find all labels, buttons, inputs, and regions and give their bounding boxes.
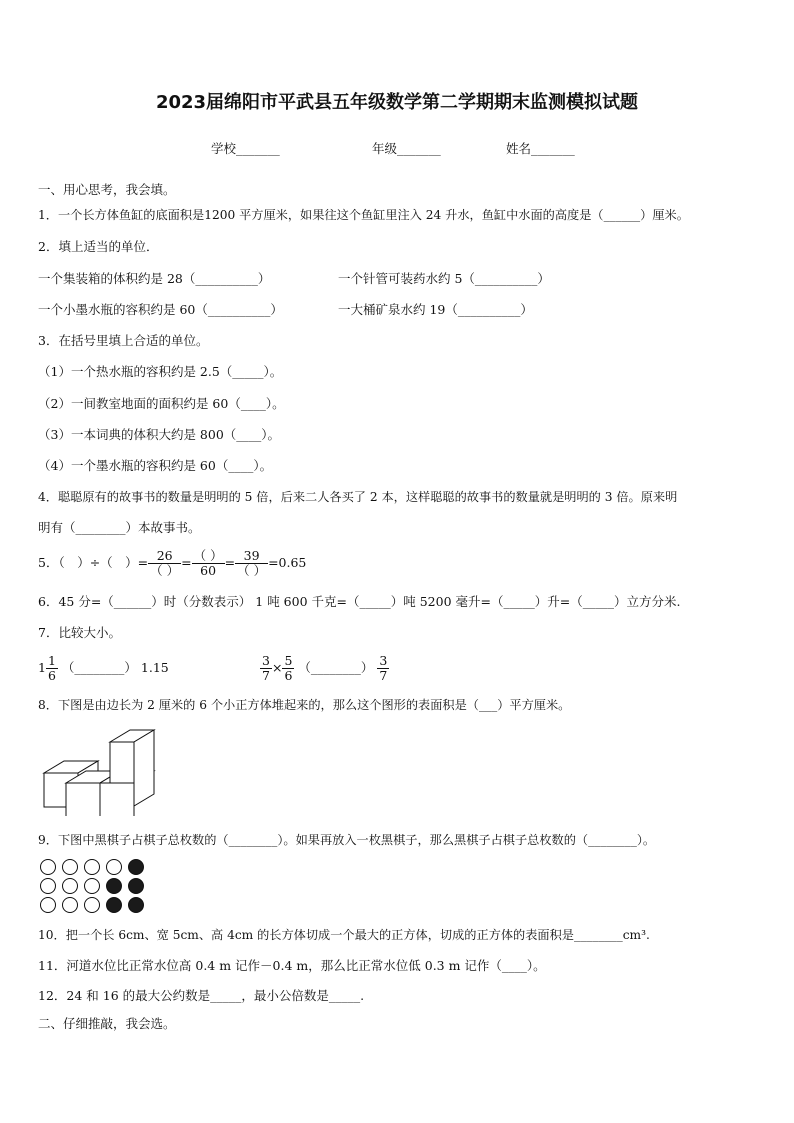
question-3-item-3: （3）一本词典的体积大约是 800（____）。 [38,427,281,442]
black-piece [107,879,122,894]
section-2-heading: 二、仔细推敲，我会选。 [38,1016,176,1031]
question-6: 6．45 分=（______）时（分数表示） 1 吨 600 千克=（_____）吨 5200 毫升=（_____）升=（_____）立方分米. [38,594,681,609]
white-piece [41,879,56,894]
q7a-whole: 1 [38,660,46,675]
grade-field[interactable]: 年级_______ [372,141,441,156]
white-piece [107,860,122,875]
q5-f1-denominator: （ ） [150,563,180,578]
q5-f3-numerator: 39 [235,549,268,564]
page-title: 2023届绵阳市平武县五年级数学第二学期期末监测模拟试题 [155,92,639,113]
white-piece [41,860,56,875]
name-field[interactable]: 姓名_______ [506,141,575,156]
q5-prefix: 5．（ ）÷（ ）= [38,555,149,570]
school-field[interactable]: 学校_______ [211,141,280,156]
question-4-line-1: 4．聪聪原有的故事书的数量是明明的 5 倍，后来二人各买了 2 本，这样聪聪的故事书的数量就是明明的 3 倍。原来明 [38,490,678,504]
q5-fraction-2 [192,549,225,578]
q7a-numerator: 1 [47,653,56,668]
black-piece [129,898,144,913]
q7a-blank[interactable]: （________） [61,660,137,675]
question-10: 10．把一个长 6cm、宽 5cm、高 4cm 的长方体切成一个最大的正方体，切成的正方体的表面积是________cm³. [38,928,650,942]
question-3: 3．在括号里填上合适的单位。 [38,333,209,348]
q7b-f1-denominator: 7 [262,668,270,683]
question-8: 8．下图是由边长为 2 厘米的 6 个小正方体堆起来的，那么这个图形的表面积是（___）平方厘米。 [38,698,571,712]
q7b-fraction-3 [377,654,389,683]
question-3-item-2: （2）一间教室地面的面积约是 60（____）。 [38,396,285,411]
section-1-heading: 一、用心思考，我会填。 [38,182,176,197]
q7b-f3-denominator: 7 [379,668,388,683]
question-4-line-2: 明有（________）本故事书。 [38,520,201,535]
white-piece [63,879,78,894]
question-12: 12．24 和 16 的最大公约数是_____，最小公倍数是_____. [38,988,365,1003]
question-2: 2．填上适当的单位． [38,239,159,254]
question-7: 7．比较大小。 [38,625,121,640]
q5-f1-numerator: 26 [148,549,181,564]
question-2-item-c: 一个小墨水瓶的容积约是 60（__________） [38,302,283,317]
q7b-blank[interactable]: （________） [298,660,374,675]
white-piece [63,898,78,913]
white-piece [41,898,56,913]
white-piece [85,898,100,913]
question-7-item-b [260,652,389,684]
q7b-times: × [271,660,283,675]
black-piece [107,898,122,913]
white-piece [63,860,78,875]
q5-fraction-3 [235,549,268,578]
question-1: 1．一个长方体鱼缸的底面积是1200 平方厘米，如果往这个鱼缸里注入 24 升水，鱼缸中水面的高度是（______）厘米。 [38,208,689,222]
black-piece [129,860,144,875]
q7b-fraction-1 [260,654,272,683]
question-5 [38,548,306,578]
cube-stack-figure [42,728,162,816]
q5-fraction-1 [148,549,181,578]
q7a-denominator: 6 [47,668,56,683]
question-11: 11．河道水位比正常水位高 0.4 m 记作－0.4 m，那么比正常水位低 0.3 m 记作（____）。 [38,958,546,973]
question-9: 9．下图中黑棋子占棋子总枚数的（________）。如果再放入一枚黑棋子，那么黑棋子占棋子总枚数的（________）。 [38,833,656,847]
q7b-f2-numerator: 5 [284,653,293,668]
question-2-item-b: 一个针管可装药水约 5（__________） [338,271,550,286]
question-3-item-4: （4）一个墨水瓶的容积约是 60（____）。 [38,458,273,473]
q5-f2-numerator: （ ） [193,548,223,563]
q7b-f2-denominator: 6 [284,668,293,683]
q5-suffix: =0.65 [268,555,307,570]
chess-pieces-figure [40,858,160,916]
question-2-item-d: 一大桶矿泉水约 19（__________） [338,302,533,317]
black-piece [129,879,144,894]
white-piece [85,879,100,894]
q7b-fraction-2 [282,654,294,683]
q5-f2-denominator: 60 [200,563,217,578]
q5-f3-denominator: （ ） [237,563,267,578]
question-3-item-1: （1）一个热水瓶的容积约是 2.5（_____）。 [38,364,283,379]
q7a-fraction [46,654,58,683]
question-2-item-a: 一个集装箱的体积约是 28（__________） [38,271,271,286]
q7a-right-value: 1.15 [140,660,169,675]
q5-equals-2: = [224,555,236,570]
question-7-item-a [38,652,169,684]
q7b-f1-numerator: 3 [262,653,270,668]
q7b-f3-numerator: 3 [379,653,388,668]
q5-equals-1: = [181,555,192,570]
white-piece [85,860,100,875]
